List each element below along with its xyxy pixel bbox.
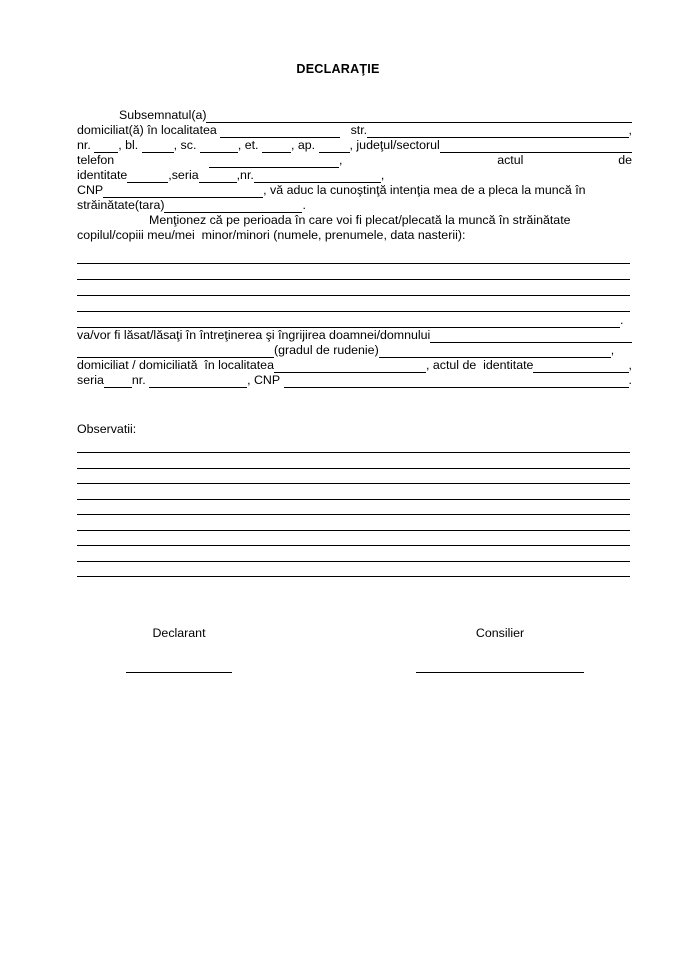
caretaker-locality-field[interactable] — [274, 360, 426, 373]
children-line[interactable] — [77, 279, 630, 280]
id-type-field[interactable] — [127, 170, 168, 183]
localitate-field[interactable] — [220, 125, 340, 138]
observations-line[interactable] — [77, 561, 630, 562]
floor-label: , et. — [237, 138, 259, 152]
caretaker-name-field[interactable] — [430, 330, 632, 343]
name-field[interactable] — [206, 110, 632, 123]
caretaker-locality-label: domiciliat / domiciliată în localitatea — [77, 358, 274, 372]
country-field[interactable] — [164, 200, 302, 213]
declarant-signature-line[interactable] — [126, 672, 232, 673]
cnp-field[interactable] — [103, 185, 263, 198]
observations-line[interactable] — [77, 483, 630, 484]
children-last-line-wrap: . — [77, 313, 623, 328]
relation-field[interactable] — [379, 345, 611, 358]
number-field[interactable] — [94, 140, 118, 153]
caretaker-section: va/vor fi lăsat/lăsaţi în întreţinerea şi îngrijirea doamnei/domnului (gradul de rudenie) , domiciliat / domiciliată în localitatea , actul de identitate , seria nr. , CNP . — [77, 328, 632, 387]
observations-line[interactable] — [77, 514, 630, 515]
street-label: str. — [350, 123, 368, 137]
country-label: străinătate(tara) — [77, 198, 165, 212]
relation-label: (gradul de rudenie) — [274, 343, 379, 357]
series-field[interactable] — [199, 170, 237, 183]
cnp-label: CNP — [77, 183, 104, 197]
observations-line[interactable] — [77, 499, 630, 500]
caretaker-nr-label: nr. — [131, 373, 146, 387]
apartment-label: , ap. — [290, 138, 316, 152]
mentionez-text: Menţionez că pe perioada în care voi fi plecat/plecată la muncă în străinătate — [149, 213, 571, 227]
caretaker-nr-field[interactable] — [149, 375, 247, 388]
observations-line[interactable] — [77, 468, 630, 469]
observations-line[interactable] — [77, 530, 630, 531]
caretaker-series-field[interactable] — [104, 375, 132, 388]
children-text: copilul/copiii meu/mei minor/minori (numele, prenumele, data nasterii): — [77, 228, 466, 242]
subsemnatul-label: Subsemnatul(a) — [119, 108, 207, 122]
id-number-label: ,nr. — [236, 168, 254, 182]
number-label: nr. — [77, 138, 91, 152]
de-label: de — [618, 153, 632, 167]
caretaker-text: va/vor fi lăsat/lăsaţi în întreţinerea şi îngrijirea doamnei/domnului — [77, 328, 431, 342]
id-number-field[interactable] — [254, 170, 381, 183]
caretaker-cnp-label: , CNP — [247, 373, 281, 387]
caretaker-id-field[interactable] — [533, 360, 628, 373]
observations-line[interactable] — [77, 545, 630, 546]
observations-line[interactable] — [77, 452, 630, 453]
children-line[interactable] — [77, 295, 630, 296]
children-line[interactable] — [77, 311, 630, 312]
declarant-label: Declarant — [152, 626, 206, 640]
observations-label: Observatii: — [77, 422, 137, 436]
caretaker-cnp-field[interactable] — [284, 375, 629, 388]
street-field[interactable] — [367, 125, 628, 138]
floor-field[interactable] — [262, 140, 291, 153]
observations-line[interactable] — [77, 576, 630, 577]
staircase-label: , sc. — [173, 138, 197, 152]
caretaker-id-label: , actul de identitate — [425, 358, 534, 372]
identitate-label: identitate — [77, 168, 128, 182]
children-line[interactable] — [77, 315, 620, 328]
caretaker-name-cont-field[interactable] — [77, 345, 274, 358]
county-field[interactable] — [440, 140, 632, 153]
phone-label: telefon — [77, 153, 115, 167]
block-field[interactable] — [142, 140, 174, 153]
caretaker-series-label: seria — [77, 373, 104, 387]
series-label: ,seria — [168, 168, 199, 182]
signatures-section — [0, 620, 676, 680]
consilier-signature-line[interactable] — [416, 672, 584, 673]
phone-field[interactable] — [209, 155, 339, 168]
block-label: , bl. — [118, 138, 139, 152]
actul-label: actul — [497, 153, 524, 167]
staircase-field[interactable] — [200, 140, 238, 153]
county-label: , judeţul/sectorul — [349, 138, 440, 152]
intent-text: , vă aduc la cunoştinţă intenţia mea de a pleca la muncă în — [263, 183, 586, 197]
page-title: DECLARAŢIE — [296, 62, 380, 76]
observations-lines — [77, 452, 630, 592]
declarant-info-section: Subsemnatul(a) domiciliat(ă) în localitatea str. , nr. , bl. , sc. , et. , ap. , judeţul/sectorul telefon , actul de identitate ,seria ,nr. , CNP , vă aduc la cunoştinţă intenţia mea de a pleca la muncă în străinătate(tara) . Menţionez că pe perioada în care voi fi plecat/plecată la muncă în străinătate copilul/copiii meu/mei minor/minori (numele, prenumele, data nasterii): — [77, 108, 632, 242]
consilier-label: Consilier — [475, 626, 525, 640]
children-line[interactable] — [77, 263, 630, 264]
domiciliat-label: domiciliat(ă) în localitatea — [77, 123, 217, 137]
apartment-field[interactable] — [319, 140, 350, 153]
